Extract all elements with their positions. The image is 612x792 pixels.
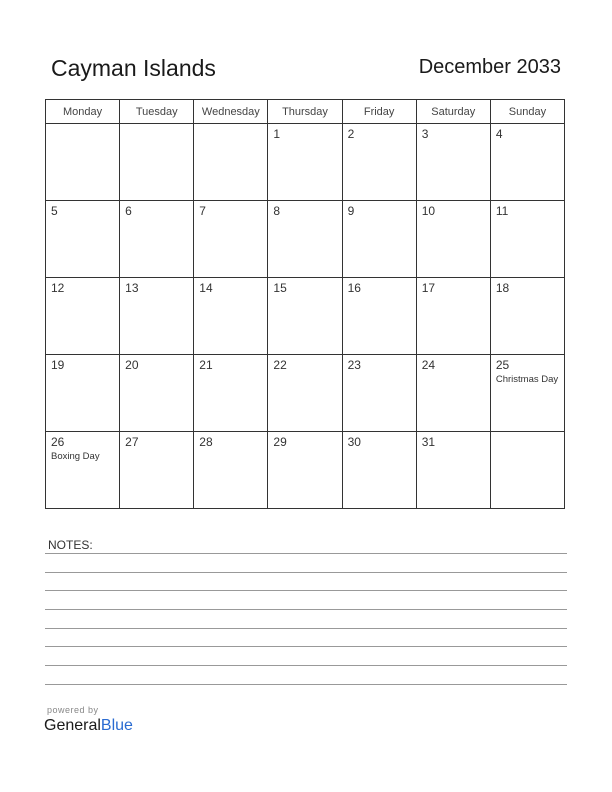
- day-cell: [342, 432, 416, 509]
- day-number: 3: [421, 127, 429, 141]
- notes-line: [45, 553, 567, 554]
- day-cell: [268, 201, 342, 278]
- day-cell: [268, 355, 342, 432]
- day-cell: [268, 124, 342, 201]
- day-number: 30: [347, 435, 361, 449]
- day-number: 10: [421, 204, 436, 218]
- day-cell: [268, 278, 342, 355]
- notes-line: [45, 609, 567, 610]
- week-row: [46, 432, 565, 509]
- day-cell: [490, 201, 564, 278]
- brand-blue: Blue: [100, 717, 133, 734]
- day-number: 6: [125, 204, 132, 218]
- day-cell: [490, 278, 564, 355]
- generalblue-logo[interactable]: [44, 717, 133, 735]
- day-number: 15: [273, 281, 287, 295]
- day-number: 4: [495, 127, 503, 141]
- day-cell: [342, 355, 416, 432]
- day-cell: [416, 124, 490, 201]
- day-number: 9: [347, 204, 355, 218]
- day-cell: [416, 355, 490, 432]
- day-number: 11: [495, 204, 509, 218]
- day-number: 23: [347, 358, 361, 372]
- day-cell: [120, 432, 194, 509]
- day-number: 27: [125, 435, 139, 449]
- day-number: 2: [347, 127, 355, 141]
- day-cell-boxing-day: [46, 432, 120, 509]
- day-number: 14: [199, 281, 213, 295]
- day-cell: [416, 278, 490, 355]
- holiday-label: Christmas Day: [495, 374, 559, 385]
- day-number: 12: [51, 281, 65, 295]
- day-number: 18: [495, 281, 510, 295]
- day-number: 29: [273, 435, 287, 449]
- notes-line: [45, 590, 567, 591]
- day-number: 31: [421, 435, 436, 449]
- weekday-friday: Friday: [342, 100, 416, 124]
- weekday-sunday: Sunday: [490, 100, 564, 124]
- day-number: [194, 124, 267, 128]
- day-number: 22: [273, 358, 287, 372]
- day-cell: [120, 355, 194, 432]
- day-cell: [194, 355, 268, 432]
- notes-line: [45, 665, 567, 666]
- day-cell: [194, 124, 268, 201]
- day-cell: [194, 278, 268, 355]
- calendar-grid: [45, 99, 565, 509]
- day-number: 17: [421, 281, 436, 295]
- weekday-thursday: Thursday: [268, 100, 342, 124]
- day-number: 28: [199, 435, 213, 449]
- day-cell: [342, 278, 416, 355]
- day-number: 13: [125, 281, 139, 295]
- day-number: 7: [199, 204, 206, 218]
- notes-line: [45, 628, 567, 629]
- day-number: 21: [199, 358, 213, 372]
- week-row: [46, 201, 565, 278]
- day-cell-christmas: [490, 355, 564, 432]
- day-cell: [416, 432, 490, 509]
- day-number: 16: [347, 281, 361, 295]
- day-cell: [194, 201, 268, 278]
- day-cell: [342, 124, 416, 201]
- country-title: Cayman Islands: [51, 55, 216, 81]
- notes-line: [45, 684, 567, 685]
- day-number: 1: [273, 127, 281, 141]
- day-cell: [120, 278, 194, 355]
- day-cell: [46, 124, 120, 201]
- weekday-monday: Monday: [46, 100, 120, 124]
- day-number: 5: [51, 204, 58, 218]
- day-cell: [194, 432, 268, 509]
- notes-label: NOTES:: [48, 538, 93, 552]
- week-row: [46, 278, 565, 355]
- day-number: 25: [495, 358, 510, 372]
- day-cell: [120, 124, 194, 201]
- weekday-tuesday: Tuesday: [120, 100, 194, 124]
- week-row: [46, 124, 565, 201]
- day-number: [46, 124, 119, 128]
- day-cell: [490, 124, 564, 201]
- day-cell: [416, 201, 490, 278]
- powered-by-text: powered by: [47, 705, 99, 715]
- week-row: [46, 355, 565, 432]
- day-cell: [46, 201, 120, 278]
- day-number: 20: [125, 358, 139, 372]
- day-number: [120, 124, 193, 128]
- day-cell: [120, 201, 194, 278]
- notes-line: [45, 646, 567, 647]
- month-title: December 2033: [418, 56, 561, 78]
- day-cell: [342, 201, 416, 278]
- day-cell: [46, 278, 120, 355]
- day-cell: [268, 432, 342, 509]
- day-number: 26: [51, 435, 65, 449]
- weekday-header-row: [46, 100, 565, 124]
- holiday-label: Boxing Day: [51, 451, 100, 462]
- day-cell: [490, 432, 564, 509]
- day-number: 24: [421, 358, 436, 372]
- weekday-wednesday: Wednesday: [194, 100, 268, 124]
- weekday-saturday: Saturday: [416, 100, 490, 124]
- notes-line: [45, 572, 567, 573]
- day-number: 19: [51, 358, 65, 372]
- day-cell: [46, 355, 120, 432]
- brand-general: General: [44, 717, 101, 734]
- day-number: 8: [273, 204, 281, 218]
- day-number: [491, 432, 564, 436]
